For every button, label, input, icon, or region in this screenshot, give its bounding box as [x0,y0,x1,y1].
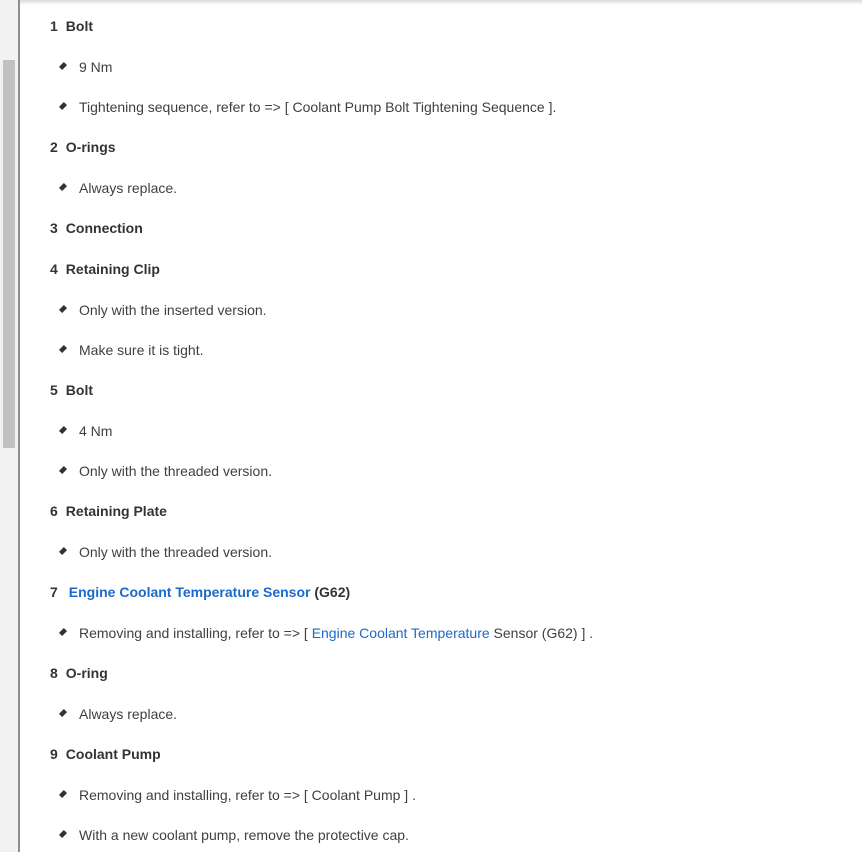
note-text: Always replace. [79,706,178,723]
item-heading-9 [20,734,862,775]
note-text: Only with the threaded version. [79,544,272,561]
item-title: Retaining Clip [65,261,160,278]
item-number: 2 [50,139,58,156]
item-note [20,290,862,331]
item-title: O-rings [65,139,116,156]
note-text: Sensor (G62) ] . [489,625,594,642]
note-text: Removing and installing, refer to => [ [79,625,312,642]
item-note [20,87,862,128]
item-title-suffix: (G62) [310,584,351,601]
note-text: Removing and installing, refer to => [ Coolant Pump ] . [79,787,416,804]
bullet-diamond-icon [59,305,67,313]
item-number: 1 [50,18,58,35]
item-note [20,47,862,88]
scrollbar-track[interactable] [0,0,20,852]
item-number: 4 [50,261,58,278]
note-text: Make sure it is tight. [79,342,204,359]
item-heading-7 [20,572,862,613]
item-title: Retaining Plate [65,503,167,520]
item-number: 5 [50,382,58,399]
bullet-diamond-icon [59,102,67,110]
bullet-diamond-icon [59,547,67,555]
item-note [20,775,862,816]
item-title: Connection [65,220,143,237]
item-note [20,411,862,452]
item-title: Bolt [65,382,94,399]
bullet-diamond-icon [59,426,67,434]
item-note [20,532,862,573]
bullet-diamond-icon [59,709,67,717]
note-text: Only with the threaded version. [79,463,272,480]
parts-list [20,0,862,852]
item-note [20,168,862,209]
bullet-diamond-icon [59,345,67,353]
note-text: 9 Nm [79,59,113,76]
bullet-diamond-icon [59,183,67,191]
item-number: 7 [50,584,58,601]
item-heading-6 [20,491,862,532]
item-title: Bolt [65,18,94,35]
bullet-diamond-icon [59,830,67,838]
item-number: 8 [50,665,58,682]
item-number: 9 [50,746,58,763]
scrollbar-thumb[interactable] [3,60,15,448]
item-note [20,694,862,735]
item-number: 6 [50,503,58,520]
item-number: 3 [50,220,58,237]
item-heading-8 [20,653,862,694]
item-note [20,451,862,492]
item-title: Coolant Pump [65,746,161,763]
item-title: O-ring [65,665,108,682]
item-note [20,815,862,856]
item-note [20,613,862,654]
item-heading-1 [20,6,862,47]
item-note [20,330,862,371]
bullet-diamond-icon [59,790,67,798]
item-heading-3 [20,208,862,249]
note-text: Only with the inserted version. [79,302,267,319]
item-heading-5 [20,370,862,411]
note-text: With a new coolant pump, remove the protective cap. [79,827,409,844]
bullet-diamond-icon [59,628,67,636]
engine-coolant-temperature-sensor-link[interactable]: Engine Coolant Temperature Sensor [68,584,311,601]
item-heading-4 [20,249,862,290]
note-text: Always replace. [79,180,178,197]
bullet-diamond-icon [59,466,67,474]
engine-coolant-temperature-link[interactable]: Engine Coolant Temperature [311,625,490,642]
note-text: Tightening sequence, refer to => [ Coolant Pump Bolt Tightening Sequence ]. [79,99,557,116]
bullet-diamond-icon [59,62,67,70]
note-text: 4 Nm [79,423,113,440]
item-heading-2 [20,127,862,168]
